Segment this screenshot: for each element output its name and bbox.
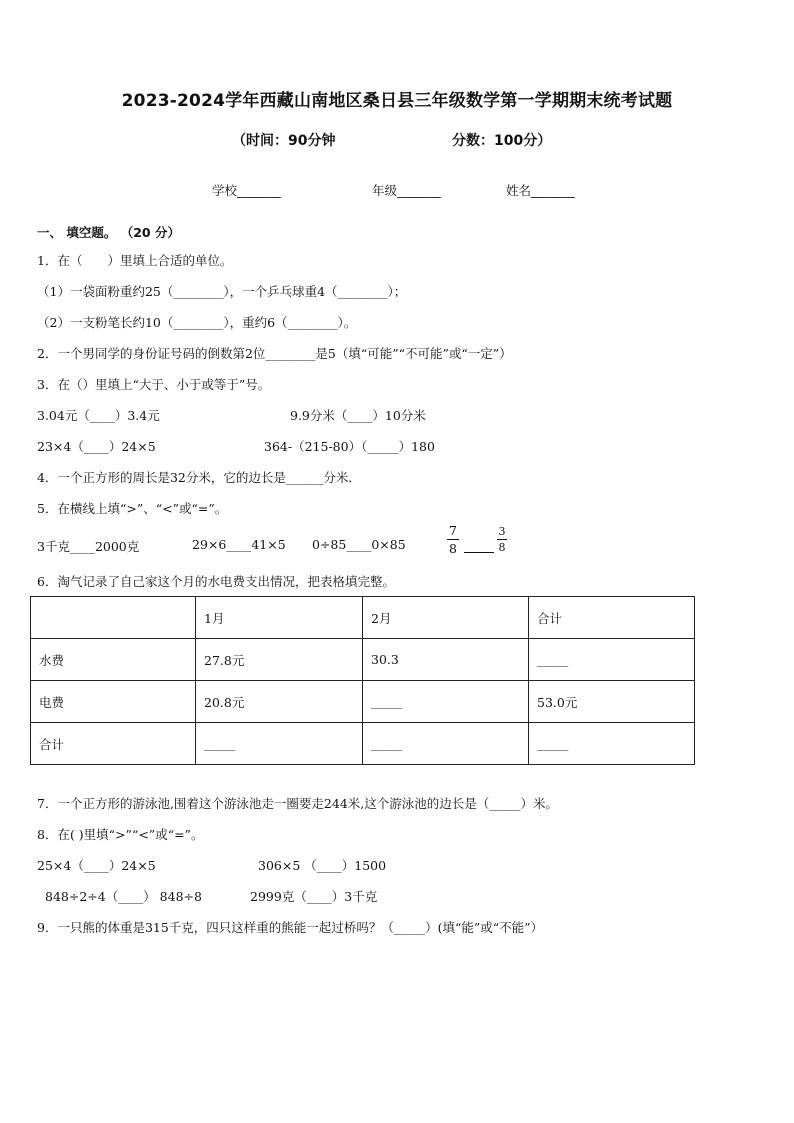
table-cell: 53.0元 xyxy=(529,681,695,723)
table-header-cell: 1月 xyxy=(196,597,363,639)
question-9: 9．一只熊的体重是315千克，四只这样重的熊能一起过桥吗？（_____）(填“能”或“不能”） xyxy=(37,920,544,935)
fraction-three-eighths xyxy=(497,525,507,554)
table-cell: _____ xyxy=(363,723,529,765)
name-field: 姓名_______ xyxy=(506,183,575,198)
question-3-item-d: 364-（215-80）（_____）180 xyxy=(264,439,435,454)
question-7: 7．一个正方形的游泳池,围着这个游泳池走一圈要走244米,这个游泳池的边长是（_____）米。 xyxy=(37,796,559,811)
fraction-seven-eighths xyxy=(447,523,459,556)
question-8-item-a: 25×4（____）24×5 xyxy=(37,858,156,873)
table-header-cell: 2月 xyxy=(363,597,529,639)
fraction-denominator: 8 xyxy=(449,541,457,556)
exam-title: 2023-2024学年西藏山南地区桑日县三年级数学第一学期期末统考试题 xyxy=(121,91,673,111)
question-1-part-2: （2）一支粉笔长约10（________），重约6（________）。 xyxy=(37,315,357,330)
fraction-numerator: 3 xyxy=(498,525,506,538)
question-3-item-b: 9.9分米（____）10分米 xyxy=(290,408,426,423)
table-cell: _____ xyxy=(529,723,695,765)
question-6-stem: 6．淘气记录了自己家这个月的水电费支出情况，把表格填完整。 xyxy=(37,574,395,589)
question-1-stem: 1．在（ ）里填上合适的单位。 xyxy=(37,253,233,268)
question-8-item-c: 848÷2÷4（____） 848÷8 xyxy=(45,889,202,904)
question-5-item-b: 29×6____41×5 xyxy=(192,537,286,552)
table-cell: _____ xyxy=(529,639,695,681)
question-3-item-a: 3.04元（____）3.4元 xyxy=(37,408,160,423)
school-field: 学校_______ xyxy=(212,183,281,198)
question-8-stem: 8．在( )里填“>”“<”或“=”。 xyxy=(37,827,204,842)
question-1-part-1: （1）一袋面粉重约25（________），一个乒乓球重4（________）； xyxy=(37,284,407,299)
exam-score: 分数：100分） xyxy=(452,133,552,149)
table-cell: 水费 xyxy=(31,639,196,681)
question-8-item-d: 2999克（____）3千克 xyxy=(250,889,378,904)
question-5-item-c: 0÷85____0×85 xyxy=(312,537,406,552)
table-header-cell: 合计 xyxy=(529,597,695,639)
question-3-stem: 3．在（）里填上“大于、小于或等于”号。 xyxy=(37,377,271,392)
table-cell: 27.8元 xyxy=(196,639,363,681)
question-8-item-b: 306×5 （____）1500 xyxy=(258,858,387,873)
question-4: 4．一个正方形的周长是32分米，它的边长是______分米． xyxy=(37,470,361,485)
exam-time: （时间：90分钟 xyxy=(232,133,336,149)
table-cell: _____ xyxy=(363,681,529,723)
table-cell: 合计 xyxy=(31,723,196,765)
question-2: 2．一个男同学的身份证号码的倒数第2位________是5（填“可能”“不可能”或“一定”） xyxy=(37,346,512,361)
table-cell: 30.3 xyxy=(363,639,529,681)
table-row xyxy=(31,639,695,681)
fraction-denominator: 8 xyxy=(498,541,506,554)
table-header-cell xyxy=(31,597,196,639)
fraction-numerator: 7 xyxy=(449,523,457,538)
table-header-row xyxy=(31,597,695,639)
table-cell: 20.8元 xyxy=(196,681,363,723)
utility-bill-table xyxy=(30,596,695,765)
answer-blank-line xyxy=(464,552,494,553)
question-5-item-a: 3千克____2000克 xyxy=(37,539,140,554)
table-row xyxy=(31,681,695,723)
question-3-item-c: 23×4（____）24×5 xyxy=(37,439,156,454)
table-cell: _____ xyxy=(196,723,363,765)
fraction-bar xyxy=(447,539,459,540)
table-row xyxy=(31,723,695,765)
question-5-stem: 5．在横线上填“>”、“<”或“=”。 xyxy=(37,501,228,516)
grade-field: 年级_______ xyxy=(372,183,441,198)
section-heading: 一、 填空题。 （20 分） xyxy=(37,225,180,240)
table-cell: 电费 xyxy=(31,681,196,723)
fraction-bar xyxy=(497,539,507,540)
